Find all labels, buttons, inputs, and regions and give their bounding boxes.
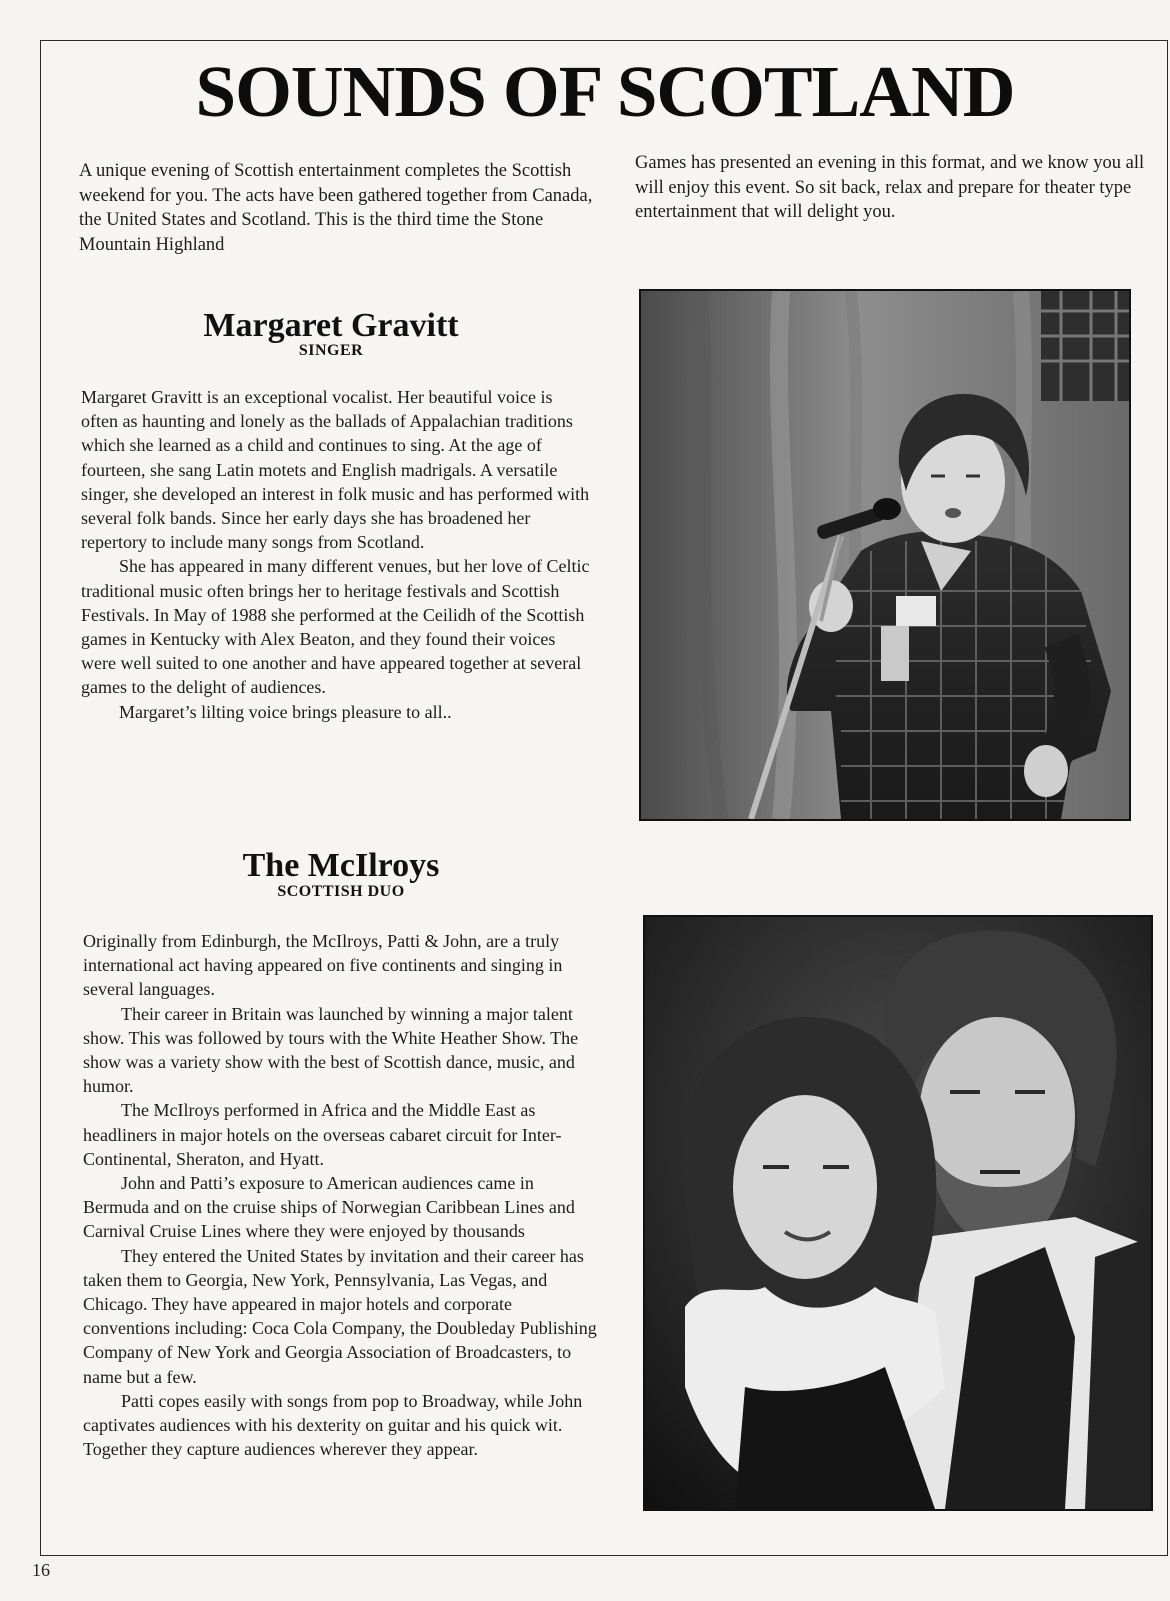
mcilroys-photo-image bbox=[645, 917, 1151, 1509]
gravitt-name: Margaret Gravitt bbox=[203, 307, 459, 344]
mcilroys-paragraph: They entered the United States by invitation and their career has taken them to Georgia, New York, Pennsylvania, Las Vegas, and Chicago. They have appeared in major hotels and corporate conventions including: Coca Cola Company, the Doubleday Publishing Company of New York and Georgia Association of Broadcasters, to name but a few. bbox=[83, 1245, 597, 1387]
gravitt-paragraph: Margaret Gravitt is an exceptional vocalist. Her beautiful voice is often as haunting and lonely as the ballads of Appalachian traditions which she learned as a child and continues to sing. At the age of fourteen, she sang Latin motets and English madrigals. A versatile singer, she developed an interest in folk music and has performed with several folk bands. Since her early days she has broadened her repertory to include many songs from Scotland. bbox=[81, 387, 590, 553]
intro-text-left: A unique evening of Scottish entertainment completes the Scottish weekend for you. The acts have been gathered together from Canada, the United States and Scotland. This is the third time the Stone Mountain Highland bbox=[79, 161, 593, 255]
mcilroys-paragraph: Patti copes easily with songs from pop to Broadway, while John captivates audiences with his dexterity on guitar and his quick wit. Together they capture audiences wherever they appear. bbox=[83, 1390, 583, 1460]
page-number: 16 bbox=[32, 1560, 50, 1580]
gravitt-role: SINGER bbox=[298, 342, 364, 359]
gravitt-paragraph: She has appeared in many different venues, but her love of Celtic traditional music often brings her to heritage festivals and Scottish Festivals. In May of 1988 she performed at the Ceilidh of the Scottish games in Kentucky with Alex Beaton, and they found their voices were well suited to one another and have appeared together at several games to the delight of audiences. bbox=[81, 556, 590, 698]
mcilroys-bio bbox=[83, 929, 601, 1461]
intro-text-right: Games has presented an evening in this format, and we know you all will enjoy this event. So sit back, relax and prepare for theater type entertainment that will delight you. bbox=[635, 153, 1145, 222]
mcilroys-paragraph: Their career in Britain was launched by winning a major talent show. This was followed by tours with the White Heather Show. The show was a variety show with the best of Scottish dance, music, and humor. bbox=[83, 1003, 579, 1097]
mcilroys-name: The McIlroys bbox=[242, 847, 440, 884]
page-frame bbox=[40, 40, 1168, 1556]
mcilroys-role: SCOTTISH DUO bbox=[277, 883, 405, 900]
gravitt-paragraph: Margaret’s lilting voice brings pleasure to all.. bbox=[119, 701, 452, 722]
mcilroys-photo bbox=[643, 915, 1153, 1511]
gravitt-photo bbox=[639, 289, 1131, 821]
page-title: SOUNDS OF SCOTLAND bbox=[195, 51, 1015, 132]
gravitt-bio bbox=[81, 385, 591, 724]
mcilroys-paragraph: The McIlroys performed in Africa and the Middle East as headliners in major hotels on the overseas cabaret circuit for Inter-Continental, Sheraton, and Hyatt. bbox=[83, 1100, 562, 1169]
mcilroys-paragraph: John and Patti’s exposure to American audiences came in Bermuda and on the cruise ships of Norwegian Caribbean Lines and Carnival Cruise Lines where they were enjoyed by thousands bbox=[83, 1173, 575, 1242]
mcilroys-paragraph: Originally from Edinburgh, the McIlroys, Patti & John, are a truly international act having appeared on five continents and singing in several languages. bbox=[83, 931, 563, 1000]
gravitt-photo-image bbox=[641, 291, 1129, 819]
